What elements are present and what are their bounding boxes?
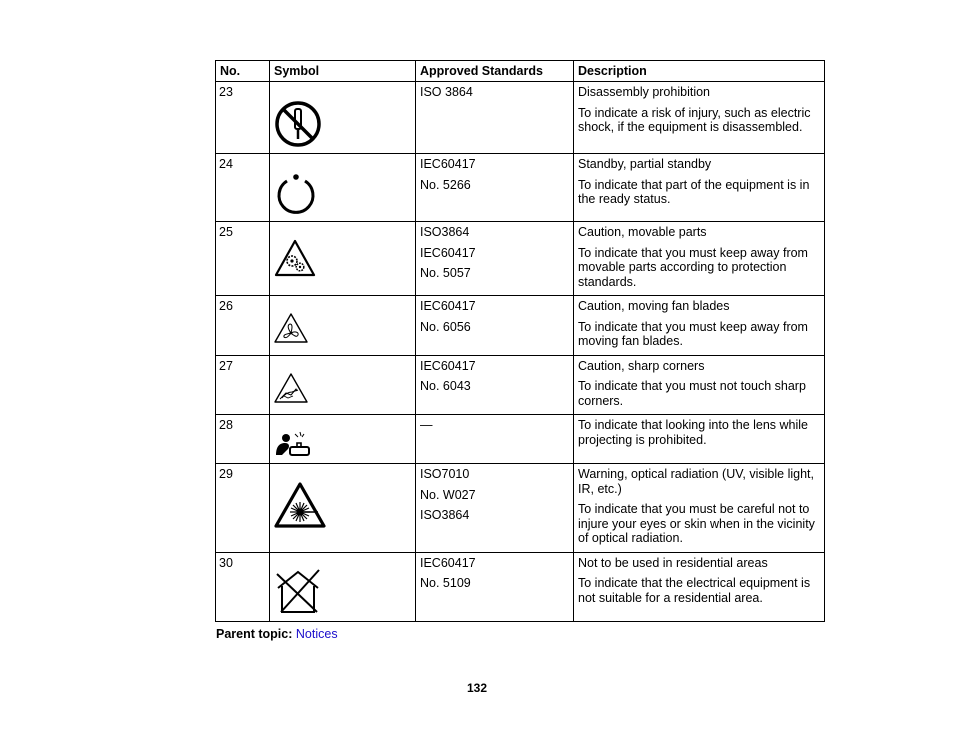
row-number: 25 <box>216 222 270 296</box>
standard-line: No. 5266 <box>420 177 471 192</box>
symbol-cell <box>270 355 416 415</box>
standards-cell <box>416 355 574 415</box>
not-residential-use-icon <box>273 568 323 616</box>
description-cell <box>574 464 825 553</box>
row-number: 29 <box>216 464 270 553</box>
header-no: No. <box>216 61 270 82</box>
table-header-row <box>216 61 825 82</box>
page-number: 132 <box>466 681 488 695</box>
standard-line: No. 6056 <box>420 319 471 334</box>
header-description: Description <box>574 61 825 82</box>
standards-cell <box>416 154 574 222</box>
fan-blades-caution-icon <box>273 312 309 344</box>
sharp-corners-caution-icon <box>273 372 309 404</box>
symbol-cell <box>270 154 416 222</box>
description-cell <box>574 82 825 154</box>
description-title: Disassembly prohibition <box>578 85 711 99</box>
standards-cell <box>416 552 574 621</box>
description-cell <box>574 415 825 464</box>
optical-radiation-warning-icon <box>273 481 327 529</box>
description-text: To indicate that you must not touch sharp corners. <box>578 379 806 408</box>
description-text: To indicate that looking into the lens while projecting is prohibited. <box>578 418 809 447</box>
standard-line: ISO7010 <box>420 467 470 481</box>
symbol-cell <box>270 222 416 296</box>
header-symbol: Symbol <box>270 61 416 82</box>
description-title: Caution, sharp corners <box>578 358 705 373</box>
table-row <box>216 296 825 356</box>
description-text: To indicate that you must keep away from moving fan blades. <box>578 319 808 348</box>
standards-cell <box>416 296 574 356</box>
standard-line: No. 5109 <box>420 576 471 590</box>
standard-line: IEC60417 <box>420 299 476 313</box>
standard-line: — <box>420 418 433 432</box>
standards-cell <box>416 222 574 296</box>
symbol-cell <box>270 296 416 356</box>
movable-parts-caution-icon <box>273 238 317 278</box>
symbol-cell <box>270 415 416 464</box>
standard-line: IEC60417 <box>420 358 476 373</box>
description-text: To indicate that you must be careful not to injure your eyes or skin when in the vicinity of optical radiation. <box>578 502 815 545</box>
standard-line: No. W027 <box>420 487 476 502</box>
no-look-into-lens-icon <box>273 427 315 459</box>
table-row <box>216 154 825 222</box>
row-number: 23 <box>216 82 270 154</box>
standby-icon <box>273 172 319 218</box>
table-row <box>216 552 825 621</box>
standards-cell <box>416 464 574 553</box>
standard-line: No. 5057 <box>420 266 471 280</box>
notices-link[interactable]: Notices <box>295 627 338 641</box>
table-row <box>216 82 825 154</box>
description-title: Standby, partial standby <box>578 157 712 171</box>
row-number: 30 <box>216 552 270 621</box>
description-text: To indicate that you must keep away from movable parts according to protection standards. <box>578 245 808 289</box>
symbol-cell <box>270 82 416 154</box>
standard-line: No. 6043 <box>420 379 471 393</box>
disassembly-prohibition-icon <box>273 99 323 149</box>
standard-line: IEC60417 <box>420 157 476 171</box>
description-title: Not to be used in residential areas <box>578 555 768 570</box>
table-row <box>216 222 825 296</box>
description-cell <box>574 296 825 356</box>
standard-line: IEC60417 <box>420 245 476 260</box>
description-text: To indicate that part of the equipment is in the ready status. <box>578 177 810 206</box>
description-cell <box>574 154 825 222</box>
description-cell <box>574 222 825 296</box>
description-cell <box>574 552 825 621</box>
description-title: Warning, optical radiation (UV, visible light, IR, etc.) <box>578 467 814 496</box>
description-cell <box>574 355 825 415</box>
symbol-table <box>215 60 825 622</box>
row-number: 27 <box>216 355 270 415</box>
standards-cell <box>416 415 574 464</box>
standards-cell <box>416 82 574 154</box>
parent-topic <box>216 627 338 641</box>
description-text: To indicate a risk of injury, such as electric shock, if the equipment is disassembled. <box>578 105 811 134</box>
row-number: 26 <box>216 296 270 356</box>
description-title: Caution, moving fan blades <box>578 299 730 313</box>
standard-line: ISO3864 <box>420 225 470 239</box>
table-row <box>216 415 825 464</box>
table-row <box>216 464 825 553</box>
header-approved-standards: Approved Standards <box>416 61 574 82</box>
standard-line: ISO3864 <box>420 508 470 522</box>
description-title: Caution, movable parts <box>578 225 707 239</box>
symbol-cell <box>270 552 416 621</box>
row-number: 24 <box>216 154 270 222</box>
standard-line: ISO 3864 <box>420 85 473 99</box>
parent-topic-label: Parent topic: <box>216 627 293 641</box>
table-row <box>216 355 825 415</box>
symbol-cell <box>270 464 416 553</box>
row-number: 28 <box>216 415 270 464</box>
description-text: To indicate that the electrical equipment is not suitable for a residential area. <box>578 576 811 605</box>
standard-line: IEC60417 <box>420 555 476 570</box>
